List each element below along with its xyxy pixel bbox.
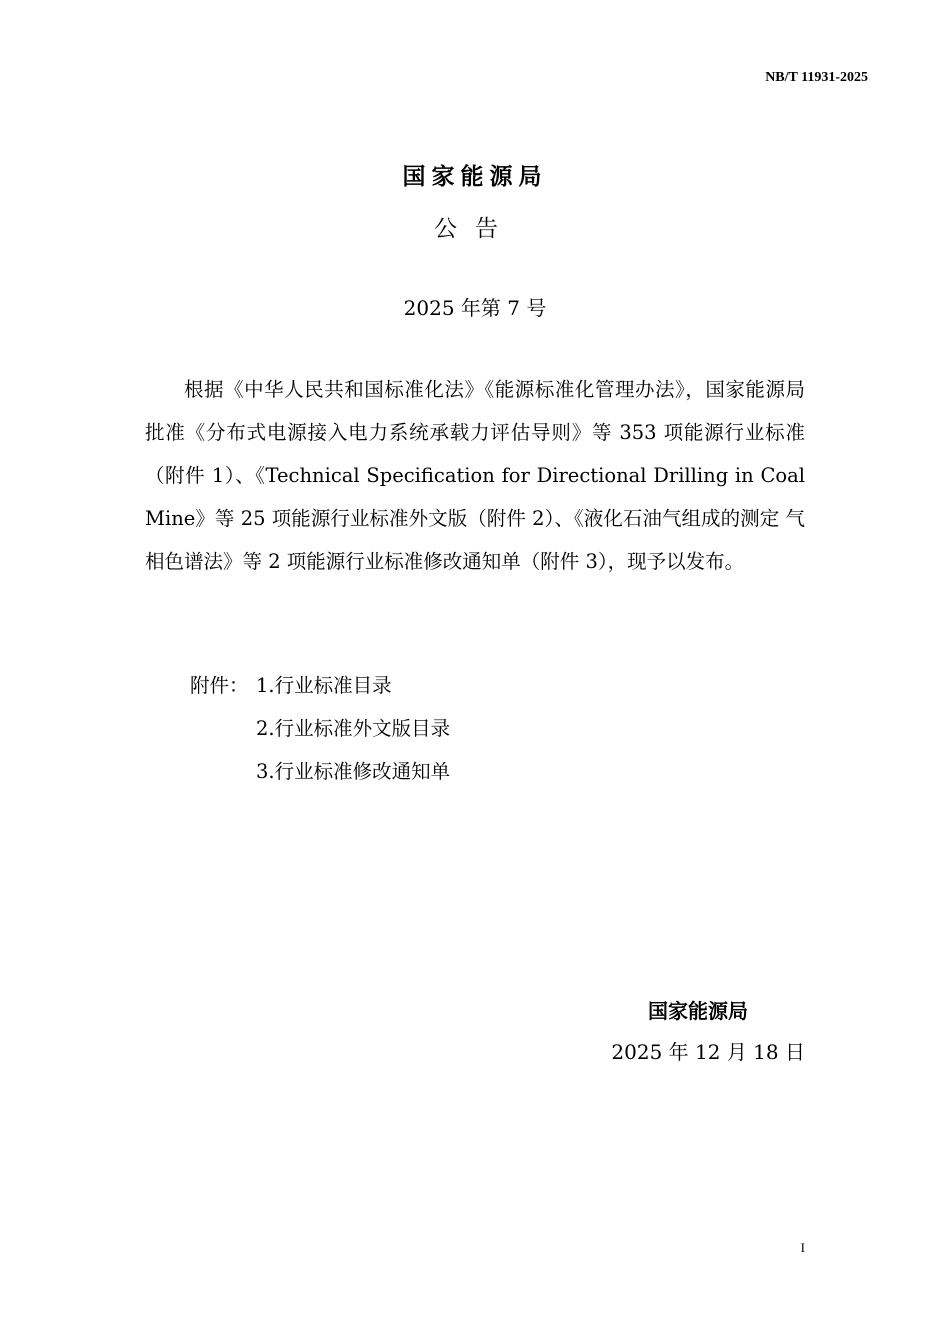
attachment-row [190,750,451,793]
announcement-number: 2025 年第 7 号 [403,296,547,320]
attachments-list [190,664,451,793]
standard-code: NB/T 11931-2025 [765,70,868,85]
announcement-body: 根据《中华人民共和国标准化法》《能源标准化管理办法》，国家能源局批准《分布式电源接入电力系统承载力评估导则》等 353 项能源行业标准（附件 1）、《Technical Specification for Directional Drilling in Coal Mine》等 25 项能源行业标准外文版（附件 2）、《液化石油气组成的测定 气相色谱法》等 2 项能源行业标准修改通知单（附件 3），现予以发布。 [145,378,805,573]
attachment-row [190,664,392,707]
attachment-item: 1.行业标准目录 [256,674,392,697]
attachment-item: 2.行业标准外文版目录 [256,717,451,740]
document-type: 公告 [434,216,516,242]
attachment-item: 3.行业标准修改通知单 [256,760,451,783]
page-number: I [800,1240,805,1255]
signing-organization: 国家能源局 [648,999,748,1023]
issuer-title: 国家能源局 [402,164,548,190]
attachment-row [190,707,451,750]
signing-date: 2025 年 12 月 18 日 [611,1040,805,1064]
attachments-label: 附件： [190,674,249,697]
